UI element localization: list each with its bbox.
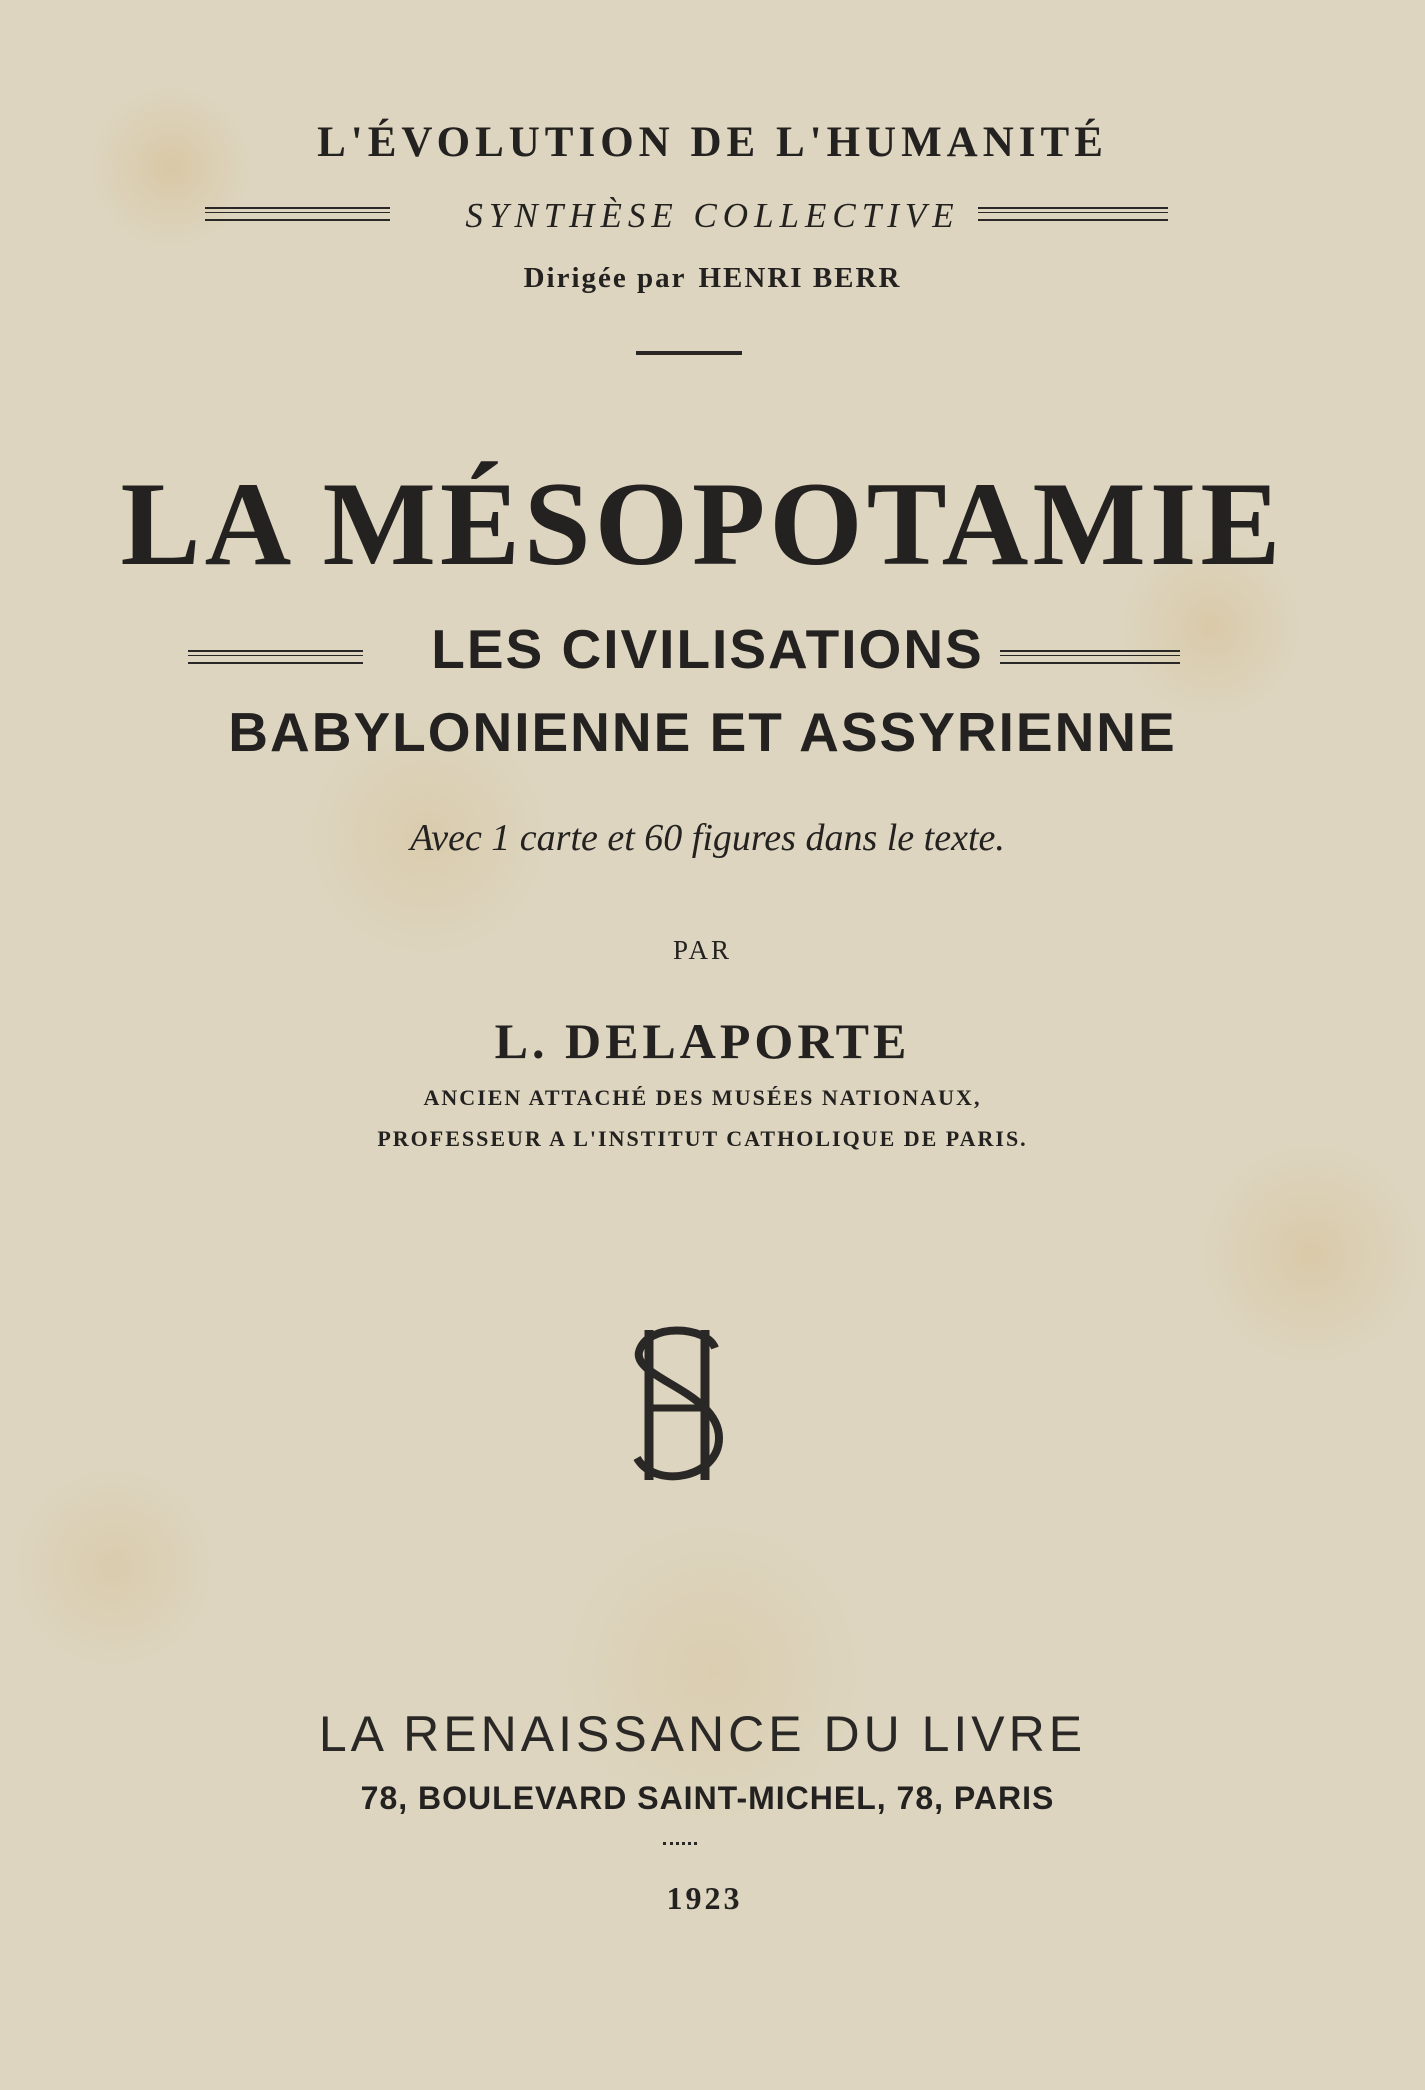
by-label: PAR — [672, 935, 733, 965]
subtitle-rule-right — [1000, 650, 1180, 664]
book-subtitle-line-1: LES CIVILISATIONS — [431, 618, 984, 680]
series-director — [0, 262, 1425, 295]
directed-by-label: Dirigée par — [523, 262, 687, 294]
book-subtitle-line-2: BABYLONIENNE ET ASSYRIENNE — [228, 701, 1177, 763]
dotted-separator — [663, 1842, 697, 1845]
illustrations-note: Avec 1 carte et 60 figures dans le texte. — [410, 817, 1005, 859]
author-credential-2: PROFESSEUR A L'INSTITUT CATHOLIQUE DE PARIS. — [377, 1126, 1028, 1151]
author-name: L. DELAPORTE — [494, 1013, 911, 1069]
publisher-address: 78, BOULEVARD SAINT-MICHEL, 78, PARIS — [360, 1780, 1055, 1816]
publisher-monogram-icon — [627, 1320, 727, 1490]
director-name: HENRI BERR — [698, 262, 902, 294]
publisher-name: LA RENAISSANCE DU LIVRE — [318, 1706, 1087, 1762]
decorative-rule-right — [978, 207, 1168, 221]
author-credential-1: ANCIEN ATTACHÉ DES MUSÉES NATIONAUX, — [423, 1085, 982, 1110]
separator-bar — [636, 351, 742, 355]
book-title: LA MÉSOPOTAMIE — [120, 457, 1285, 590]
series-subtitle: SYNTHÈSE COLLECTIVE — [465, 196, 960, 235]
publication-year: 1923 — [666, 1880, 743, 1916]
series-title: L'ÉVOLUTION DE L'HUMANITÉ — [317, 119, 1108, 166]
